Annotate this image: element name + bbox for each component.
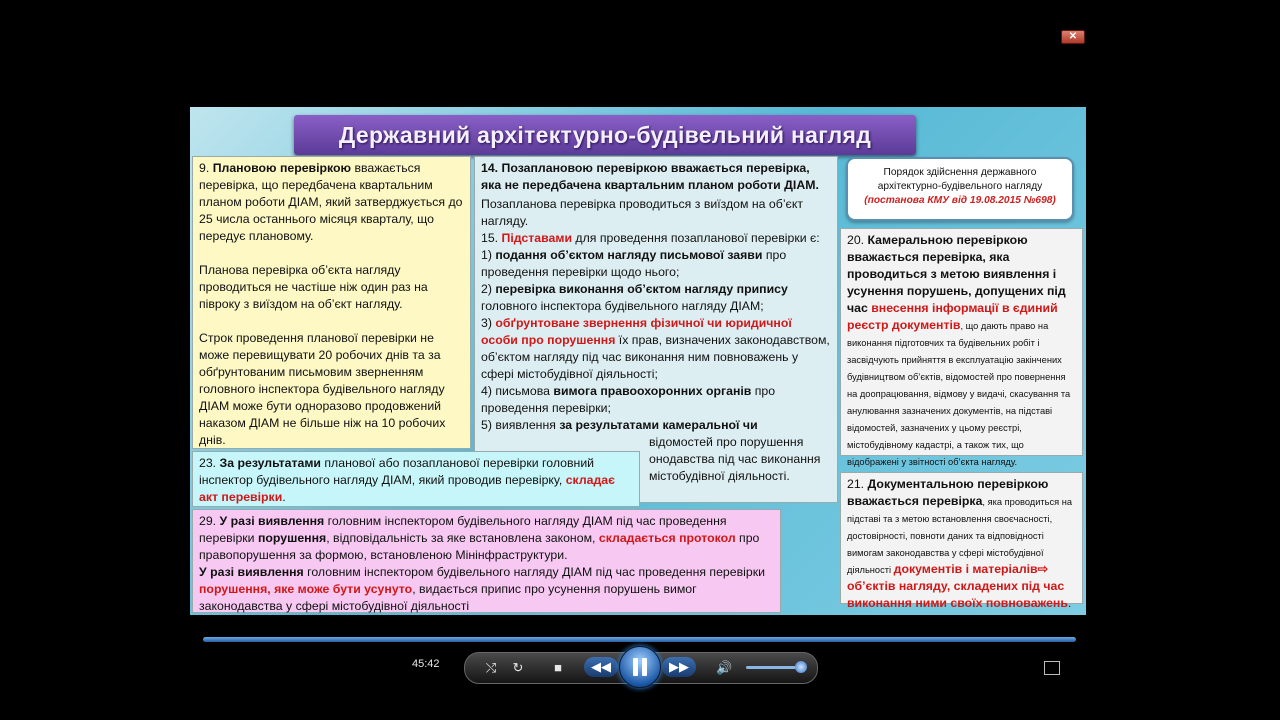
text: 5) виявлення bbox=[481, 418, 560, 432]
text: , відповідальність за яке встановлена законом, bbox=[326, 531, 599, 545]
box-documentary-inspection bbox=[840, 472, 1083, 610]
box-planned-inspection bbox=[192, 156, 471, 449]
text: , видається припис про усунення порушень вимог законодавства у сфері містобудівної діяльності bbox=[199, 582, 697, 613]
text: відомостей про порушення bbox=[649, 435, 804, 449]
text: вважається перевірка, що передбачена квартальним планом роботи ДІАМ, який затверджується до 25 числа останнього місяця кварталу, що передує плановому. bbox=[199, 161, 463, 243]
term: порушення bbox=[257, 531, 327, 545]
seek-bar[interactable] bbox=[203, 637, 1076, 642]
term: За результатами bbox=[219, 456, 321, 470]
callout-line: Порядок здійснення державного bbox=[883, 167, 1037, 178]
highlight: документів і матеріалів⇨ об’єктів нагляду, складених під час виконання ними своїх повноважень bbox=[847, 562, 1068, 610]
text: їх прав, визначених законодавством, об’єктом нагляду під час виконання ним повноважень у сфері містобудівної діяльності; bbox=[481, 333, 830, 381]
term: вимога правоохоронних органів bbox=[553, 384, 752, 398]
term: Документальною перевіркою вважається перевірка bbox=[847, 477, 1049, 508]
text: 3) bbox=[481, 316, 496, 330]
text: головним інспектором будівельного нагляду ДІАМ під час проведення перевірки bbox=[199, 514, 727, 545]
text: головного інспектора будівельного нагляду ДІАМ; bbox=[481, 299, 764, 313]
pause-icon[interactable] bbox=[619, 646, 661, 688]
volume-icon[interactable]: 🔊 bbox=[716, 660, 733, 675]
text: 2) bbox=[481, 282, 496, 296]
highlight: внесення інформації в єдиний реєстр документів bbox=[847, 301, 1058, 332]
text: . bbox=[1067, 596, 1072, 610]
term: за результатами камеральної чи bbox=[559, 418, 758, 432]
text: містобудівної діяльності. bbox=[649, 469, 790, 483]
term: Підставами bbox=[501, 231, 573, 245]
text: 4) письмова bbox=[481, 384, 554, 398]
callout-reference: (постанова КМУ від 19.08.2015 №698) bbox=[864, 195, 1056, 206]
item-number: 15. bbox=[481, 231, 502, 245]
item-number: 9. bbox=[199, 161, 213, 175]
text: планової або позапланової перевірки головний інспектор будівельного нагляду ДІАМ, який проводив перевірку, bbox=[199, 456, 595, 487]
highlight: складається протокол bbox=[598, 531, 736, 545]
box-violation-found bbox=[192, 509, 781, 613]
switch-view-icon[interactable] bbox=[1044, 661, 1060, 675]
heading: 14. Позаплановою перевіркою вважається перевірка, яка не передбачена квартальним планом роботи ДІАМ. bbox=[481, 161, 819, 192]
term: У разі виявлення bbox=[199, 565, 304, 579]
item-number: 29. bbox=[199, 514, 220, 528]
term: Камеральною перевіркою вважається перевірка, яка проводиться з метою виявлення і усунення порушень, допущених під час bbox=[847, 233, 1066, 315]
box-desk-inspection bbox=[840, 228, 1083, 467]
text: про правопорушення за формою, встановленою Мінінфраструктури. bbox=[199, 531, 760, 562]
highlight: порушення, яке може бути усунуто bbox=[199, 582, 413, 596]
text: . bbox=[282, 490, 286, 504]
term: У разі виявлення bbox=[219, 514, 325, 528]
box-inspection-results bbox=[192, 451, 640, 507]
text: про проведення перевірки; bbox=[481, 384, 776, 415]
text: Строк проведення планової перевірки не може перевищувати 20 робочих днів та за обґрунтованим письмовим зверненням головного інспектора будівельного нагляду ДІАМ може бути одноразово продовжений наказом ДІАМ не більше ніж на 10 робочих днів. bbox=[199, 331, 446, 447]
slide-title-bar bbox=[294, 115, 916, 155]
item-number: 20. bbox=[847, 233, 868, 247]
procedure-callout bbox=[846, 157, 1074, 221]
close-icon[interactable]: ✕ bbox=[1061, 30, 1085, 44]
volume-knob[interactable] bbox=[795, 661, 807, 673]
callout-line: архітектурно-будівельного нагляду bbox=[877, 181, 1043, 192]
item-number: 21. bbox=[847, 477, 868, 491]
stop-icon[interactable]: ■ bbox=[554, 660, 562, 675]
previous-icon[interactable]: ◀◀ bbox=[584, 657, 618, 677]
shuffle-icon[interactable]: ⤭ bbox=[485, 660, 497, 675]
text: 1) bbox=[481, 248, 496, 262]
term: Плановою перевіркою bbox=[212, 161, 352, 175]
text: онодавства під час виконання bbox=[649, 452, 821, 466]
item-number: 23. bbox=[199, 456, 220, 470]
text: Планова перевірка об’єкта нагляду проводиться не частіше ніж один раз на півроку з виїздом на об’єкт нагляду. bbox=[199, 263, 428, 311]
repeat-icon[interactable]: ↻ bbox=[512, 660, 524, 675]
text: для проведення позапланової перевірки є: bbox=[572, 231, 820, 245]
term: обґрунтоване звернення фізичної чи юридичної особи про порушення bbox=[481, 316, 792, 347]
text: головним інспектором будівельного нагляду ДІАМ під час проведення перевірки bbox=[303, 565, 765, 579]
text: , що дають право на виконання підготовчих та будівельних робіт і засвідчують прийняття в експлуатацію закінчених будівництвом об’єктів, відомостей про повернення на доопрацювання, відмову у видачі, скасування та анулювання зазначених документів, на підставі відомостей, зазначених у цьому реєстрі, містобудівному кадастрі, а також тих, що відображені у звітності об’єкта нагляду. bbox=[847, 321, 1071, 467]
elapsed-time: 45:42 bbox=[412, 658, 440, 670]
text: Позапланова перевірка проводиться з виїздом на об’єкт нагляду. bbox=[481, 197, 803, 228]
term: перевірка виконання об’єктом нагляду припису bbox=[495, 282, 788, 296]
slide-title: Державний архітектурно-будівельний нагляд bbox=[338, 122, 872, 148]
next-icon[interactable]: ▶▶ bbox=[662, 657, 696, 677]
highlight: складає акт перевірки bbox=[199, 473, 615, 504]
text: , яка проводиться на підставі та з метою встановлення своєчасності, достовірності, повноти даних та відповідності вимогам законодавства у сфері містобудівної діяльності bbox=[847, 497, 1073, 575]
slide-area bbox=[190, 107, 1086, 615]
term: подання об’єктом нагляду письмової заяви bbox=[495, 248, 763, 262]
text: про проведення перевірки щодо нього; bbox=[481, 248, 787, 279]
